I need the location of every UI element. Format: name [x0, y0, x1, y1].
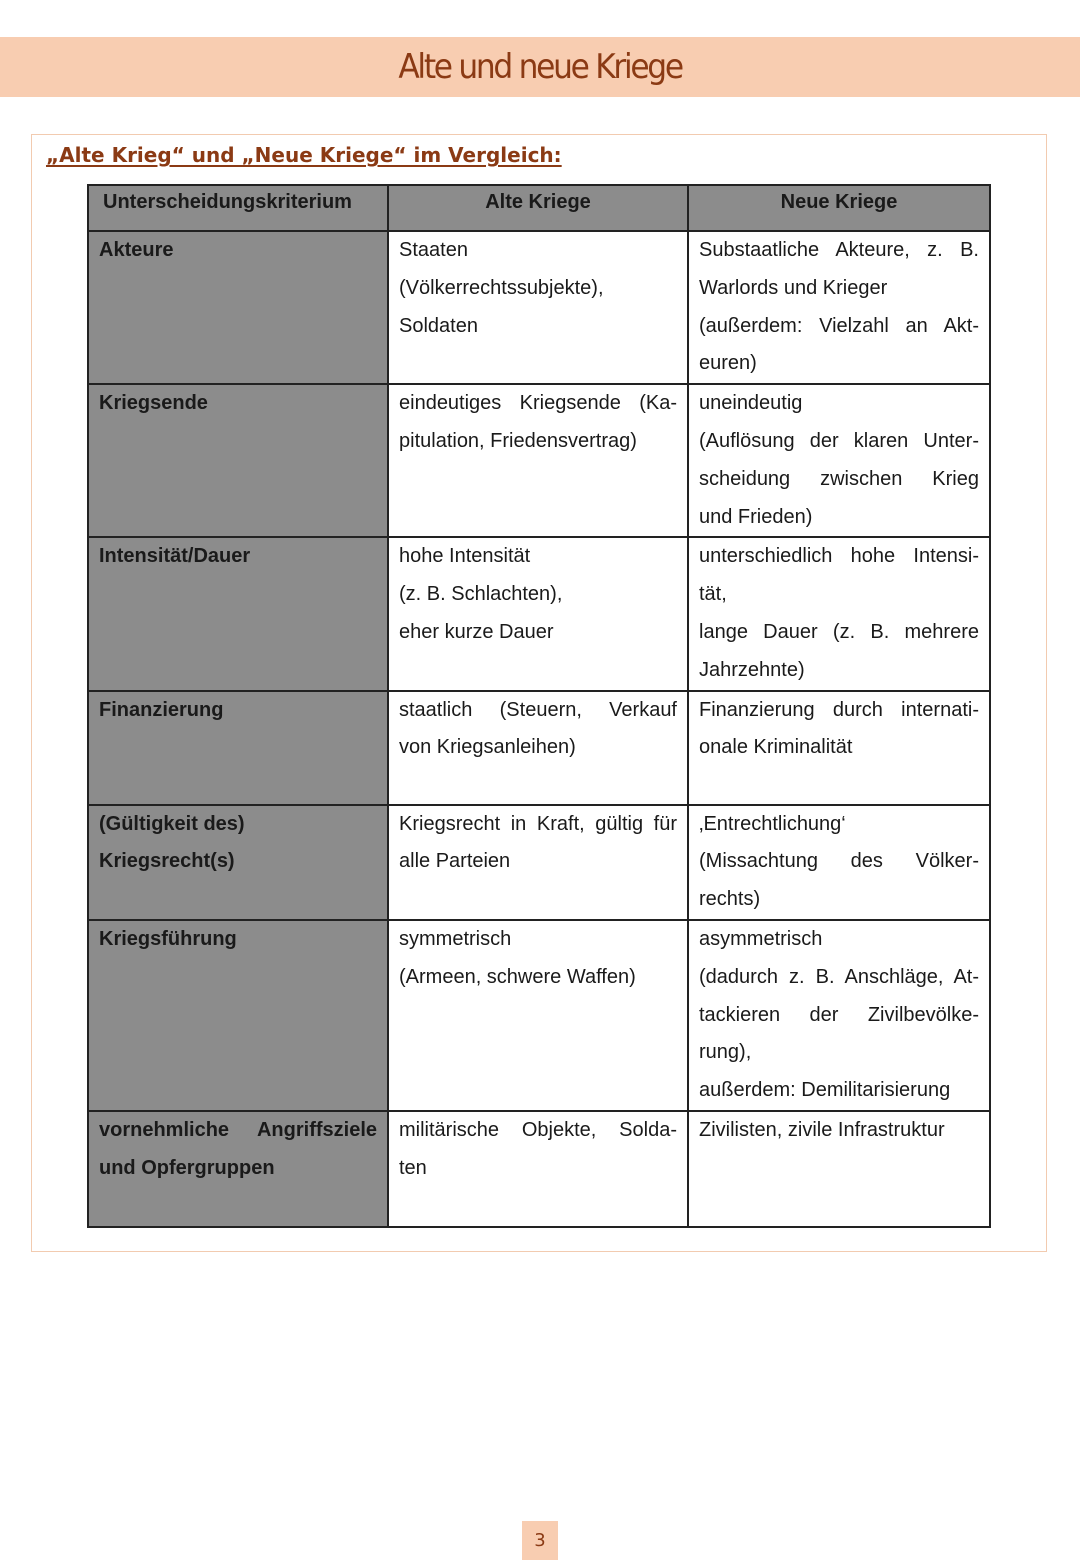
table-row	[88, 805, 990, 920]
cell-text-line: Warlords und Krieger	[699, 276, 888, 299]
title-bar	[0, 37, 1080, 97]
cell-text-line: tät,	[699, 583, 727, 606]
neue-kriege-cell	[688, 691, 990, 805]
neue-kriege-cell	[688, 1111, 990, 1227]
column-header-criterion: Unterscheidungskriterium	[88, 185, 388, 231]
comparison-table	[87, 184, 991, 1228]
alte-kriege-cell	[388, 231, 688, 384]
alte-kriege-cell	[388, 1111, 688, 1227]
column-header-neue-kriege: Neue Kriege	[688, 185, 990, 231]
cell-text-line: (Völkerrechtssubjekte),	[399, 276, 604, 299]
cell-text-line: außerdem: Demilitarisierung	[699, 1079, 951, 1102]
table-row	[88, 384, 990, 537]
cell-text-line: eher kurze Dauer	[399, 620, 554, 643]
cell-text-line: (Auflösung der klaren Unter-	[699, 429, 979, 452]
page-number: 3	[522, 1521, 558, 1560]
cell-text-line: vornehmliche Angriffsziele	[99, 1118, 377, 1141]
table-row	[88, 231, 990, 384]
cell-text-line: Finanzierung durch internati-	[699, 698, 979, 721]
alte-kriege-cell	[388, 691, 688, 805]
cell-text-line: (Gültigkeit des)	[99, 812, 245, 835]
alte-kriege-cell	[388, 805, 688, 920]
cell-text-line: militärische Objekte, Solda-	[399, 1118, 677, 1141]
criterion-cell	[88, 1111, 388, 1227]
cell-text-line: unterschiedlich hohe Intensi-	[699, 545, 979, 568]
cell-text-line: Akteure	[99, 239, 174, 261]
cell-text-line: symmetrisch	[399, 927, 512, 950]
cell-text-line: (z. B. Schlachten),	[399, 583, 563, 606]
alte-kriege-cell	[388, 384, 688, 537]
cell-text-line: Kriegsführung	[99, 927, 237, 950]
cell-text-line: Jahrzehnte)	[699, 658, 805, 681]
table-row	[88, 1111, 990, 1227]
cell-text-line: und Opfergruppen	[99, 1156, 275, 1179]
cell-text-line: von Kriegsanleihen)	[399, 736, 576, 759]
table-header-row	[88, 185, 990, 231]
cell-text-line: alle Parteien	[399, 850, 511, 873]
cell-text-line: onale Kriminalität	[699, 736, 853, 759]
cell-text-line: rechts)	[699, 888, 761, 911]
section-subtitle: „Alte Krieg“ und „Neue Kriege“ im Vergleich:	[46, 143, 562, 167]
neue-kriege-cell	[688, 920, 990, 1111]
neue-kriege-cell	[688, 231, 990, 384]
cell-text-line: eindeutiges Kriegsende (Ka-	[399, 392, 677, 415]
cell-text-line: asymmetrisch	[699, 927, 823, 950]
criterion-cell	[88, 691, 388, 805]
table-row	[88, 537, 990, 690]
table-row	[88, 691, 990, 805]
criterion-cell	[88, 384, 388, 537]
cell-text-line: Zivilisten, zivile Infrastruktur	[699, 1118, 945, 1141]
cell-text-line: und Frieden)	[699, 505, 813, 528]
cell-text-line: (Missachtung des Völker-	[699, 850, 979, 873]
cell-text-line: Intensität/Dauer	[99, 545, 251, 568]
criterion-cell	[88, 231, 388, 384]
cell-text-line: (außerdem: Vielzahl an Akt-	[699, 314, 979, 337]
cell-text-line: Kriegsende	[99, 392, 208, 415]
criterion-cell	[88, 805, 388, 920]
table-body	[88, 231, 990, 1227]
alte-kriege-cell	[388, 920, 688, 1111]
cell-text-line: Kriegsrecht(s)	[99, 850, 235, 873]
cell-text-line: Staaten	[399, 239, 468, 261]
criterion-cell	[88, 920, 388, 1111]
neue-kriege-cell	[688, 384, 990, 537]
neue-kriege-cell	[688, 805, 990, 920]
cell-text-line: lange Dauer (z. B. mehrere	[699, 620, 979, 643]
cell-text-line: rung),	[699, 1041, 752, 1064]
table-row	[88, 920, 990, 1111]
cell-text-line: Kriegsrecht in Kraft, gültig für	[399, 812, 677, 835]
column-header-alte-kriege: Alte Kriege	[388, 185, 688, 231]
criterion-cell	[88, 537, 388, 690]
cell-text-line: (Armeen, schwere Waffen)	[399, 965, 636, 988]
cell-text-line: pitulation, Friedensvertrag)	[399, 429, 637, 452]
cell-text-line: scheidung zwischen Krieg	[699, 467, 979, 490]
cell-text-line: staatlich (Steuern, Verkauf	[399, 698, 677, 721]
cell-text-line: ‚Entrechtlichung‘	[699, 812, 846, 835]
alte-kriege-cell	[388, 537, 688, 690]
cell-text-line: Soldaten	[399, 314, 478, 337]
cell-text-line: (dadurch z. B. Anschläge, At-	[699, 965, 979, 988]
cell-text-line: Substaatliche Akteure, z. B.	[699, 239, 979, 261]
cell-text-line: uneindeutig	[699, 392, 803, 415]
cell-text-line: tackieren der Zivilbevölke-	[699, 1003, 979, 1026]
cell-text-line: euren)	[699, 352, 757, 375]
page-title: Alte und neue Kriege	[398, 47, 682, 87]
cell-text-line: Finanzierung	[99, 698, 224, 721]
cell-text-line: ten	[399, 1156, 427, 1179]
neue-kriege-cell	[688, 537, 990, 690]
cell-text-line: hohe Intensität	[399, 545, 531, 568]
